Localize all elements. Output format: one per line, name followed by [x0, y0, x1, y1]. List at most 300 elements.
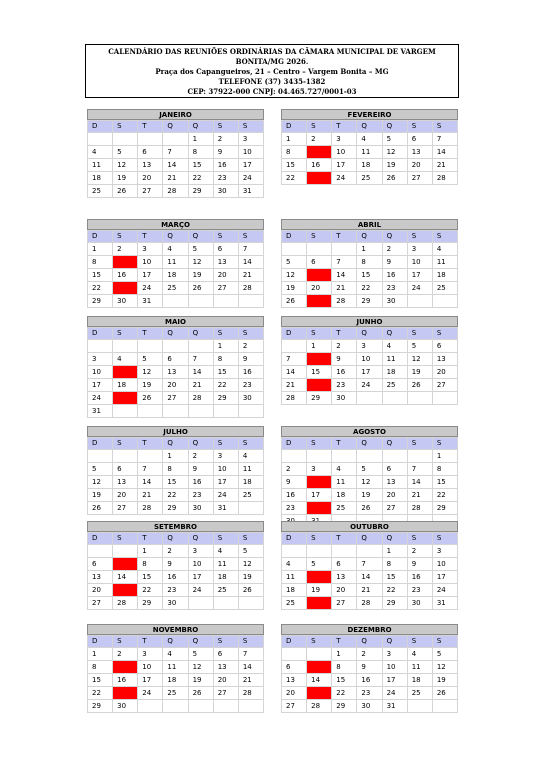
- day-cell: 10: [213, 463, 238, 476]
- week-row: [282, 700, 458, 713]
- empty-day-cell: [163, 700, 188, 713]
- day-cell: 21: [238, 269, 263, 282]
- day-cell: 3: [138, 243, 163, 256]
- day-cell: 13: [332, 571, 357, 584]
- day-cell: 5: [188, 648, 213, 661]
- month-table: [87, 230, 264, 308]
- day-cell: 14: [113, 571, 138, 584]
- weekday-label: Q: [163, 328, 188, 340]
- weekday-label: S: [113, 438, 138, 450]
- weekday-label: Q: [357, 328, 382, 340]
- day-cell: 2: [282, 463, 307, 476]
- week-row: [282, 366, 458, 379]
- day-cell: 19: [357, 489, 382, 502]
- day-cell: 27: [213, 282, 238, 295]
- empty-day-cell: [188, 405, 213, 418]
- day-cell: 29: [213, 392, 238, 405]
- day-cell: 15: [138, 571, 163, 584]
- weekday-label: S: [432, 533, 457, 545]
- day-cell: 17: [382, 674, 407, 687]
- day-cell: 28: [238, 687, 263, 700]
- day-cell: 16: [213, 159, 238, 172]
- week-row: [282, 502, 458, 515]
- weekday-header-row: [282, 636, 458, 648]
- day-cell: 6: [88, 558, 113, 571]
- day-cell: 28: [357, 597, 382, 610]
- weekday-label: S: [307, 438, 332, 450]
- day-cell: 8: [138, 558, 163, 571]
- day-cell: 19: [88, 489, 113, 502]
- day-cell: 2: [382, 243, 407, 256]
- weekday-label: D: [282, 328, 307, 340]
- weekday-header-row: [88, 438, 264, 450]
- day-cell: 8: [332, 661, 357, 674]
- day-cell: 20: [407, 159, 432, 172]
- day-cell: 23: [188, 489, 213, 502]
- week-row: [88, 674, 264, 687]
- weekday-header-row: [282, 231, 458, 243]
- day-cell: 27: [88, 597, 113, 610]
- week-row: [88, 366, 264, 379]
- day-cell: 31: [88, 405, 113, 418]
- empty-day-cell: [138, 340, 163, 353]
- day-cell: 22: [188, 172, 213, 185]
- month-11: [87, 624, 264, 713]
- month-table: [281, 230, 458, 308]
- day-cell: 10: [88, 366, 113, 379]
- empty-day-cell: [432, 700, 457, 713]
- day-cell: 13: [88, 571, 113, 584]
- weekday-label: Q: [163, 121, 188, 133]
- empty-day-cell: [113, 405, 138, 418]
- day-cell: 26: [282, 295, 307, 308]
- day-cell: 27: [163, 392, 188, 405]
- month-title: NOVEMBRO: [87, 624, 264, 635]
- day-cell: 18: [163, 269, 188, 282]
- empty-day-cell: [238, 502, 263, 515]
- day-cell: 13: [138, 159, 163, 172]
- day-cell: 9: [357, 661, 382, 674]
- month-5: [87, 316, 264, 418]
- day-cell: 14: [432, 146, 457, 159]
- day-cell: 4: [282, 558, 307, 571]
- weekday-label: D: [88, 438, 113, 450]
- day-cell: 23: [357, 687, 382, 700]
- meeting-day-cell: 23: [113, 282, 138, 295]
- empty-day-cell: [88, 545, 113, 558]
- empty-day-cell: [238, 295, 263, 308]
- day-cell: 6: [382, 463, 407, 476]
- day-cell: 28: [332, 295, 357, 308]
- day-cell: 29: [88, 700, 113, 713]
- day-cell: 14: [163, 159, 188, 172]
- weekday-label: S: [307, 328, 332, 340]
- empty-day-cell: [188, 295, 213, 308]
- day-cell: 3: [88, 353, 113, 366]
- day-cell: 15: [163, 476, 188, 489]
- week-row: [282, 146, 458, 159]
- day-cell: 6: [332, 558, 357, 571]
- empty-day-cell: [238, 597, 263, 610]
- day-cell: 5: [282, 256, 307, 269]
- month-8: [281, 426, 458, 528]
- week-row: [88, 502, 264, 515]
- week-row: [88, 571, 264, 584]
- day-cell: 7: [238, 648, 263, 661]
- day-cell: 12: [113, 159, 138, 172]
- empty-day-cell: [188, 700, 213, 713]
- day-cell: 10: [188, 558, 213, 571]
- day-cell: 12: [382, 146, 407, 159]
- day-cell: 31: [432, 597, 457, 610]
- day-cell: 3: [188, 545, 213, 558]
- day-cell: 9: [382, 256, 407, 269]
- weekday-label: T: [332, 231, 357, 243]
- day-cell: 30: [357, 700, 382, 713]
- day-cell: 26: [382, 172, 407, 185]
- week-row: [88, 269, 264, 282]
- day-cell: 20: [88, 584, 113, 597]
- month-table: [281, 327, 458, 405]
- weekday-header-row: [282, 438, 458, 450]
- empty-day-cell: [407, 295, 432, 308]
- weekday-header-row: [282, 533, 458, 545]
- empty-day-cell: [332, 450, 357, 463]
- week-row: [282, 243, 458, 256]
- day-cell: 9: [188, 463, 213, 476]
- empty-day-cell: [407, 700, 432, 713]
- day-cell: 13: [113, 476, 138, 489]
- empty-day-cell: [113, 545, 138, 558]
- empty-day-cell: [163, 133, 188, 146]
- empty-day-cell: [357, 545, 382, 558]
- weekday-label: Q: [188, 636, 213, 648]
- day-cell: 12: [238, 558, 263, 571]
- weekday-label: S: [432, 121, 457, 133]
- day-cell: 18: [282, 584, 307, 597]
- day-cell: 8: [163, 463, 188, 476]
- day-cell: 1: [213, 340, 238, 353]
- week-row: [88, 476, 264, 489]
- day-cell: 21: [432, 159, 457, 172]
- day-cell: 24: [407, 282, 432, 295]
- day-cell: 25: [88, 185, 113, 198]
- weekday-header-row: [88, 328, 264, 340]
- day-cell: 18: [238, 476, 263, 489]
- day-cell: 14: [238, 256, 263, 269]
- day-cell: 22: [332, 687, 357, 700]
- day-cell: 18: [163, 674, 188, 687]
- weekday-label: Q: [188, 231, 213, 243]
- week-row: [88, 661, 264, 674]
- week-row: [282, 450, 458, 463]
- day-cell: 20: [282, 687, 307, 700]
- day-cell: 7: [238, 243, 263, 256]
- month-title: AGOSTO: [281, 426, 458, 437]
- day-cell: 30: [188, 502, 213, 515]
- month-title: SETEMBRO: [87, 521, 264, 532]
- day-cell: 6: [163, 353, 188, 366]
- empty-day-cell: [357, 392, 382, 405]
- day-cell: 18: [88, 172, 113, 185]
- day-cell: 8: [88, 661, 113, 674]
- empty-day-cell: [113, 450, 138, 463]
- day-cell: 27: [407, 172, 432, 185]
- week-row: [282, 353, 458, 366]
- day-cell: 30: [332, 392, 357, 405]
- day-cell: 16: [382, 269, 407, 282]
- day-cell: 30: [382, 295, 407, 308]
- month-title: MARÇO: [87, 219, 264, 230]
- meeting-day-cell: 13: [307, 269, 332, 282]
- meeting-day-cell: 9: [113, 661, 138, 674]
- weekday-label: S: [238, 438, 263, 450]
- day-cell: 10: [138, 256, 163, 269]
- weekday-label: Q: [382, 533, 407, 545]
- day-cell: 6: [113, 463, 138, 476]
- day-cell: 27: [213, 687, 238, 700]
- day-cell: 20: [138, 172, 163, 185]
- day-cell: 31: [382, 700, 407, 713]
- day-cell: 8: [432, 463, 457, 476]
- day-cell: 30: [238, 392, 263, 405]
- day-cell: 31: [138, 295, 163, 308]
- day-cell: 29: [163, 502, 188, 515]
- day-cell: 1: [138, 545, 163, 558]
- week-row: [282, 256, 458, 269]
- day-cell: 25: [407, 687, 432, 700]
- week-row: [282, 463, 458, 476]
- empty-day-cell: [88, 133, 113, 146]
- day-cell: 9: [238, 353, 263, 366]
- day-cell: 17: [357, 366, 382, 379]
- month-1: [87, 109, 264, 198]
- empty-day-cell: [407, 392, 432, 405]
- day-cell: 30: [113, 700, 138, 713]
- day-cell: 2: [407, 545, 432, 558]
- day-cell: 6: [213, 648, 238, 661]
- weekday-label: Q: [382, 438, 407, 450]
- empty-day-cell: [357, 450, 382, 463]
- month-9: [87, 521, 264, 610]
- day-cell: 20: [382, 489, 407, 502]
- day-cell: 19: [432, 674, 457, 687]
- weekday-label: S: [113, 328, 138, 340]
- weekday-label: S: [238, 636, 263, 648]
- day-cell: 2: [113, 648, 138, 661]
- weekday-label: S: [238, 121, 263, 133]
- day-cell: 29: [188, 185, 213, 198]
- day-cell: 15: [432, 476, 457, 489]
- day-cell: 19: [238, 571, 263, 584]
- day-cell: 21: [407, 489, 432, 502]
- empty-day-cell: [307, 450, 332, 463]
- week-row: [88, 185, 264, 198]
- weekday-label: Q: [163, 533, 188, 545]
- weekday-label: Q: [357, 533, 382, 545]
- meeting-day-cell: 23: [307, 172, 332, 185]
- day-cell: 25: [163, 282, 188, 295]
- day-cell: 25: [432, 282, 457, 295]
- day-cell: 5: [357, 463, 382, 476]
- day-cell: 8: [382, 558, 407, 571]
- meeting-day-cell: 22: [307, 379, 332, 392]
- weekday-label: S: [432, 231, 457, 243]
- day-cell: 19: [188, 674, 213, 687]
- day-cell: 4: [357, 133, 382, 146]
- day-cell: 30: [113, 295, 138, 308]
- week-row: [88, 392, 264, 405]
- day-cell: 26: [138, 392, 163, 405]
- day-cell: 4: [432, 243, 457, 256]
- weekday-label: D: [282, 438, 307, 450]
- weekday-label: D: [282, 121, 307, 133]
- day-cell: 13: [407, 146, 432, 159]
- day-cell: 1: [307, 340, 332, 353]
- day-cell: 24: [188, 584, 213, 597]
- day-cell: 5: [138, 353, 163, 366]
- day-cell: 25: [238, 489, 263, 502]
- day-cell: 10: [382, 661, 407, 674]
- month-3: [87, 219, 264, 308]
- week-row: [282, 476, 458, 489]
- weekday-label: T: [138, 328, 163, 340]
- weekday-label: D: [88, 533, 113, 545]
- empty-day-cell: [307, 648, 332, 661]
- meeting-day-cell: 25: [113, 392, 138, 405]
- month-table: [87, 437, 264, 515]
- week-row: [282, 545, 458, 558]
- weekday-label: S: [213, 231, 238, 243]
- day-cell: 5: [113, 146, 138, 159]
- day-cell: 2: [357, 648, 382, 661]
- week-row: [88, 489, 264, 502]
- weekday-label: Q: [163, 231, 188, 243]
- weekday-label: T: [332, 636, 357, 648]
- day-cell: 15: [307, 366, 332, 379]
- day-cell: 28: [407, 502, 432, 515]
- day-cell: 13: [163, 366, 188, 379]
- day-cell: 19: [282, 282, 307, 295]
- day-cell: 18: [113, 379, 138, 392]
- meeting-day-cell: 9: [113, 256, 138, 269]
- month-title: ABRIL: [281, 219, 458, 230]
- weekday-label: Q: [382, 121, 407, 133]
- day-cell: 13: [282, 674, 307, 687]
- day-cell: 1: [88, 648, 113, 661]
- week-row: [88, 450, 264, 463]
- day-cell: 9: [163, 558, 188, 571]
- day-cell: 1: [163, 450, 188, 463]
- weekday-label: D: [88, 121, 113, 133]
- month-4: [281, 219, 458, 308]
- empty-day-cell: [113, 340, 138, 353]
- day-cell: 20: [213, 269, 238, 282]
- day-cell: 26: [88, 502, 113, 515]
- weekday-header-row: [282, 328, 458, 340]
- day-cell: 20: [113, 489, 138, 502]
- day-cell: 2: [213, 133, 238, 146]
- day-cell: 25: [382, 379, 407, 392]
- meeting-day-cell: 23: [113, 687, 138, 700]
- day-cell: 17: [407, 269, 432, 282]
- day-cell: 2: [188, 450, 213, 463]
- day-cell: 24: [213, 489, 238, 502]
- day-cell: 17: [88, 379, 113, 392]
- day-cell: 21: [332, 282, 357, 295]
- day-cell: 11: [213, 558, 238, 571]
- day-cell: 4: [88, 146, 113, 159]
- weekday-label: S: [307, 231, 332, 243]
- empty-day-cell: [188, 597, 213, 610]
- meeting-day-cell: 8: [307, 353, 332, 366]
- day-cell: 22: [163, 489, 188, 502]
- day-cell: 12: [407, 353, 432, 366]
- empty-day-cell: [213, 700, 238, 713]
- day-cell: 30: [213, 185, 238, 198]
- weekday-label: D: [282, 231, 307, 243]
- day-cell: 15: [382, 571, 407, 584]
- day-cell: 5: [88, 463, 113, 476]
- day-cell: 4: [213, 545, 238, 558]
- day-cell: 15: [88, 269, 113, 282]
- weekday-label: Q: [163, 636, 188, 648]
- week-row: [282, 379, 458, 392]
- weekday-label: S: [113, 636, 138, 648]
- meeting-day-cell: 21: [307, 687, 332, 700]
- weekday-header-row: [88, 121, 264, 133]
- day-cell: 20: [432, 366, 457, 379]
- empty-day-cell: [407, 450, 432, 463]
- weekday-label: T: [138, 121, 163, 133]
- day-cell: 2: [238, 340, 263, 353]
- empty-day-cell: [282, 545, 307, 558]
- day-cell: 9: [407, 558, 432, 571]
- empty-day-cell: [282, 243, 307, 256]
- day-cell: 3: [238, 133, 263, 146]
- day-cell: 6: [407, 133, 432, 146]
- day-cell: 29: [357, 295, 382, 308]
- weekday-label: Q: [382, 636, 407, 648]
- month-table: [281, 532, 458, 610]
- empty-day-cell: [432, 295, 457, 308]
- day-cell: 1: [188, 133, 213, 146]
- weekday-label: Q: [357, 438, 382, 450]
- day-cell: 19: [407, 366, 432, 379]
- month-table: [87, 532, 264, 610]
- day-cell: 19: [382, 159, 407, 172]
- day-cell: 1: [432, 450, 457, 463]
- day-cell: 8: [282, 146, 307, 159]
- day-cell: 7: [282, 353, 307, 366]
- day-cell: 26: [113, 185, 138, 198]
- day-cell: 23: [407, 584, 432, 597]
- month-12: [281, 624, 458, 713]
- day-cell: 23: [282, 502, 307, 515]
- day-cell: 1: [382, 545, 407, 558]
- day-cell: 16: [307, 159, 332, 172]
- day-cell: 1: [357, 243, 382, 256]
- empty-day-cell: [138, 700, 163, 713]
- meeting-day-cell: 12: [307, 571, 332, 584]
- meeting-day-cell: 21: [113, 584, 138, 597]
- day-cell: 22: [357, 282, 382, 295]
- empty-day-cell: [332, 243, 357, 256]
- weekday-label: S: [238, 231, 263, 243]
- day-cell: 13: [213, 661, 238, 674]
- empty-day-cell: [113, 133, 138, 146]
- day-cell: 17: [138, 269, 163, 282]
